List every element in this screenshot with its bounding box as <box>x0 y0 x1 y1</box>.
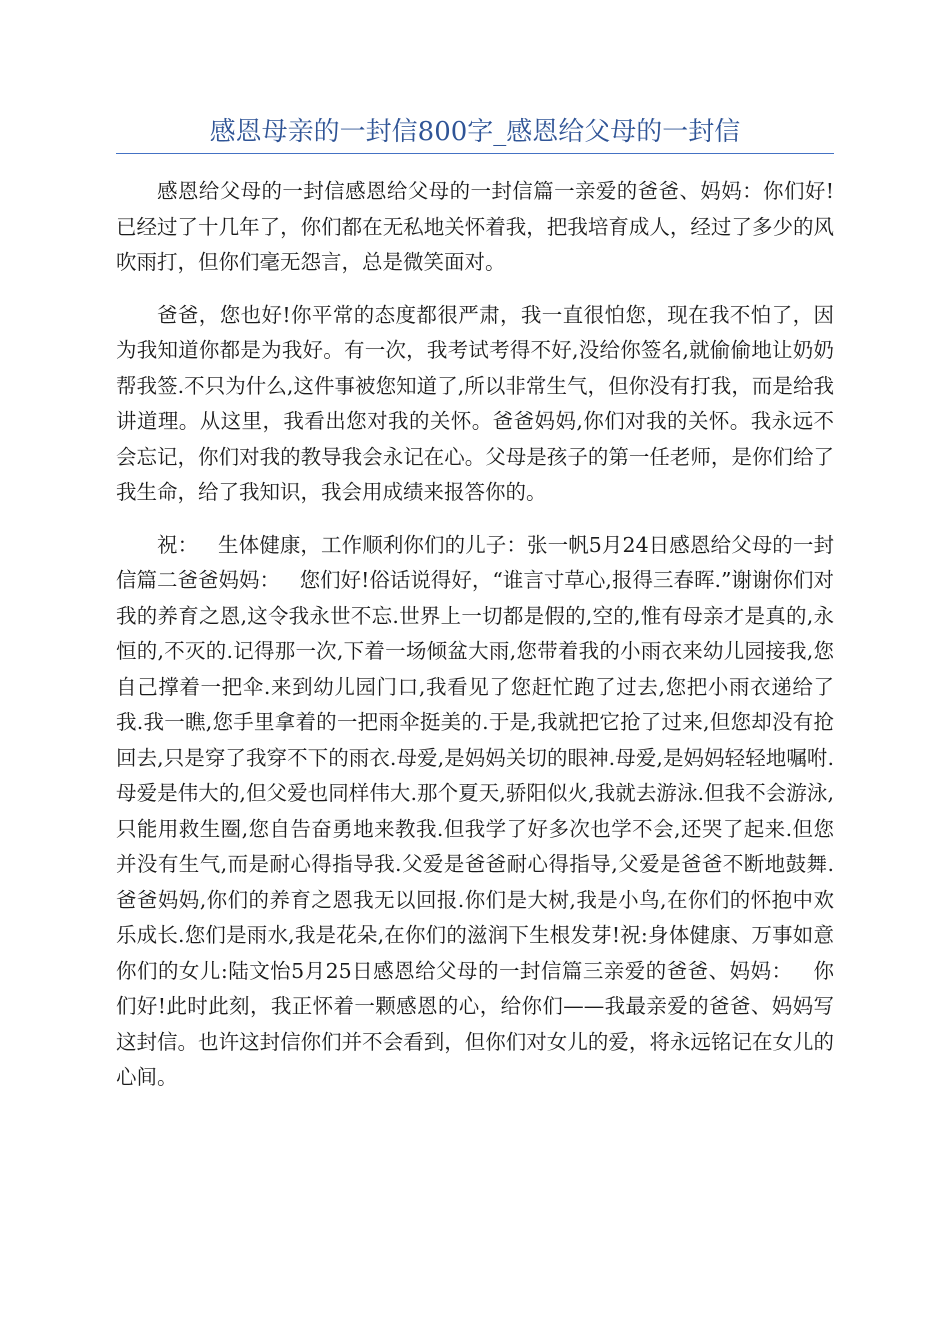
title-underline <box>116 153 834 154</box>
document-body <box>116 174 834 1113</box>
document-title: 感恩母亲的一封信800字_感恩给父母的一封信 <box>209 117 741 147</box>
paragraph-1: 感恩给父母的一封信感恩给父母的一封信篇一亲爱的爸爸、妈妈：你们好!已经过了十几年了，你们都在无私地关怀着我，把我培育成人，经过了多少的风吹雨打，但你们毫无怨言，总是微笑面对。 <box>116 179 834 274</box>
paragraph-3: 祝： 生体健康，工作顺利你们的儿子：张一帆5月24日感恩给父母的一封信篇二爸爸妈妈： 您们好!俗话说得好，“谁言寸草心,报得三春晖.”谢谢你们对我的养育之恩,这令我永世不忘.世界上一切都是假的,空的,惟有母亲才是真的,永恒的,不灭的.记得那一次,下着一场倾盆大雨,您带着我的小雨衣来幼儿园接我,您自己撑着一把伞.来到幼儿园门口,我看见了您赶忙跑了过去,您把小雨衣递给了我.我一瞧,您手里拿着的一把雨伞挺美的.于是,我就把它抢了过来,但您却没有抢回去,只是穿了我穿不下的雨衣.母爱,是妈妈关切的眼神.母爱,是妈妈轻轻地嘱咐.母爱是伟大的,但父爱也同样伟大.那个夏天,骄阳似火,我就去游泳.但我不会游泳,只能用救生圈,您自告奋勇地来教我.但我学了好多次也学不会,还哭了起来.但您并没有生气,而是耐心得指导我.父爱是爸爸耐心得指导,父爱是爸爸不断地鼓舞.爸爸妈妈,你们的养育之恩我无以回报.你们是大树,我是小鸟,在你们的怀抱中欢乐成长.您们是雨水,我是花朵,在你们的滋润下生根发芽!祝:身体健康、万事如意你们的女儿:陆文怡5月25日感恩给父母的一封信篇三亲爱的爸爸、妈妈： 你们好!此时此刻，我正怀着一颗感恩的心，给你们——我最亲爱的爸爸、妈妈写这封信。也许这封信你们并不会看到，但你们对女儿的爱，将永远铭记在女儿的心间。 <box>116 532 834 1089</box>
paragraph-2: 爸爸，您也好!你平常的态度都很严肃，我一直很怕您，现在我不怕了，因为我知道你都是为我好。有一次，我考试考得不好,没给你签名,就偷偷地让奶奶帮我签.不只为什么,这件事被您知道了,所以非常生气，但你没有打我，而是给我讲道理。从这里，我看出您对我的关怀。爸爸妈妈,你们对我的关怀。我永远不会忘记，你们对我的教导我会永记在心。父母是孩子的第一任老师，是你们给了我生命，给了我知识，我会用成绩来报答你的。 <box>116 302 834 504</box>
